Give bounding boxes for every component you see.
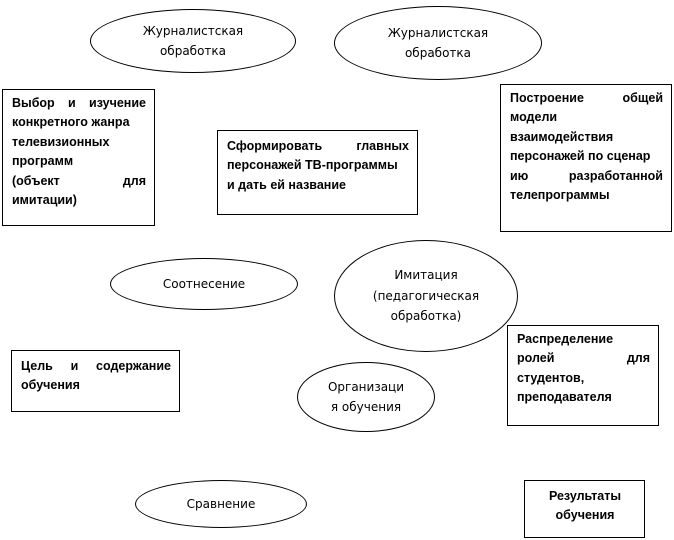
box-learning-results	[524, 480, 645, 538]
box-build-model	[500, 84, 672, 232]
box-text-line: телевизионных	[12, 134, 110, 149]
ellipse-journalistic-processing-right	[334, 6, 542, 80]
box-text-line: студентов,	[517, 370, 585, 385]
ellipse-text-line: Соотнесение	[162, 276, 246, 291]
ellipse-imitation	[334, 240, 518, 352]
ellipse-text-line: обработка)	[390, 309, 462, 324]
ellipse-text-line: обработка	[159, 44, 227, 58]
box-text-line: Распределение	[517, 332, 614, 346]
ellipse-journalistic-processing-left	[90, 9, 296, 73]
box-text-line: ию разработанной	[510, 168, 663, 183]
box-text-line: Цель и содержание	[21, 359, 171, 373]
box-text-line: имитации)	[12, 192, 77, 207]
box-goal-content	[11, 350, 180, 412]
box-text-line: конкретного жанра	[12, 115, 130, 130]
ellipse-text-line: Имитация	[394, 268, 458, 283]
box-text-line: обучения	[555, 508, 615, 523]
ellipse-text-line: Сравнение	[186, 496, 256, 511]
box-text-line: телепрограммы	[510, 187, 610, 202]
ellipse-text-line: (педагогическая	[372, 288, 480, 303]
box-form-characters	[217, 130, 418, 215]
box-text-line: модели	[510, 110, 558, 125]
box-text-line: преподавателя	[517, 390, 612, 405]
box-genre-choice	[2, 89, 155, 226]
ellipse-text-line: Журналистская	[142, 23, 244, 38]
ellipse-text-line: обработка	[404, 46, 472, 60]
box-text-line: Построение общей	[510, 91, 663, 105]
ellipse-organization	[297, 362, 435, 432]
box-text-line: Результаты	[548, 489, 622, 503]
ellipse-text-line: Журналистская	[387, 25, 489, 40]
ellipse-text-line: Организаци	[327, 379, 405, 394]
box-text-line: Сформировать главных	[227, 139, 409, 153]
ellipse-comparison	[135, 480, 307, 528]
box-text-line: программ	[12, 154, 74, 169]
box-text-line: (объект для	[12, 173, 146, 188]
box-text-line: Выбор и изучение	[12, 96, 146, 110]
box-text-line: взаимодействия	[510, 129, 614, 144]
ellipse-text-line: я обучения	[330, 400, 402, 414]
box-text-line: персонажей по сценар	[510, 149, 651, 164]
box-text-line: персонажей ТВ-программы	[227, 158, 398, 173]
ellipse-correlation	[110, 258, 298, 310]
box-role-distribution	[507, 325, 659, 426]
box-text-line: и дать ей название	[227, 177, 346, 192]
box-text-line: ролей для	[517, 351, 650, 366]
box-text-line: обучения	[21, 378, 80, 393]
